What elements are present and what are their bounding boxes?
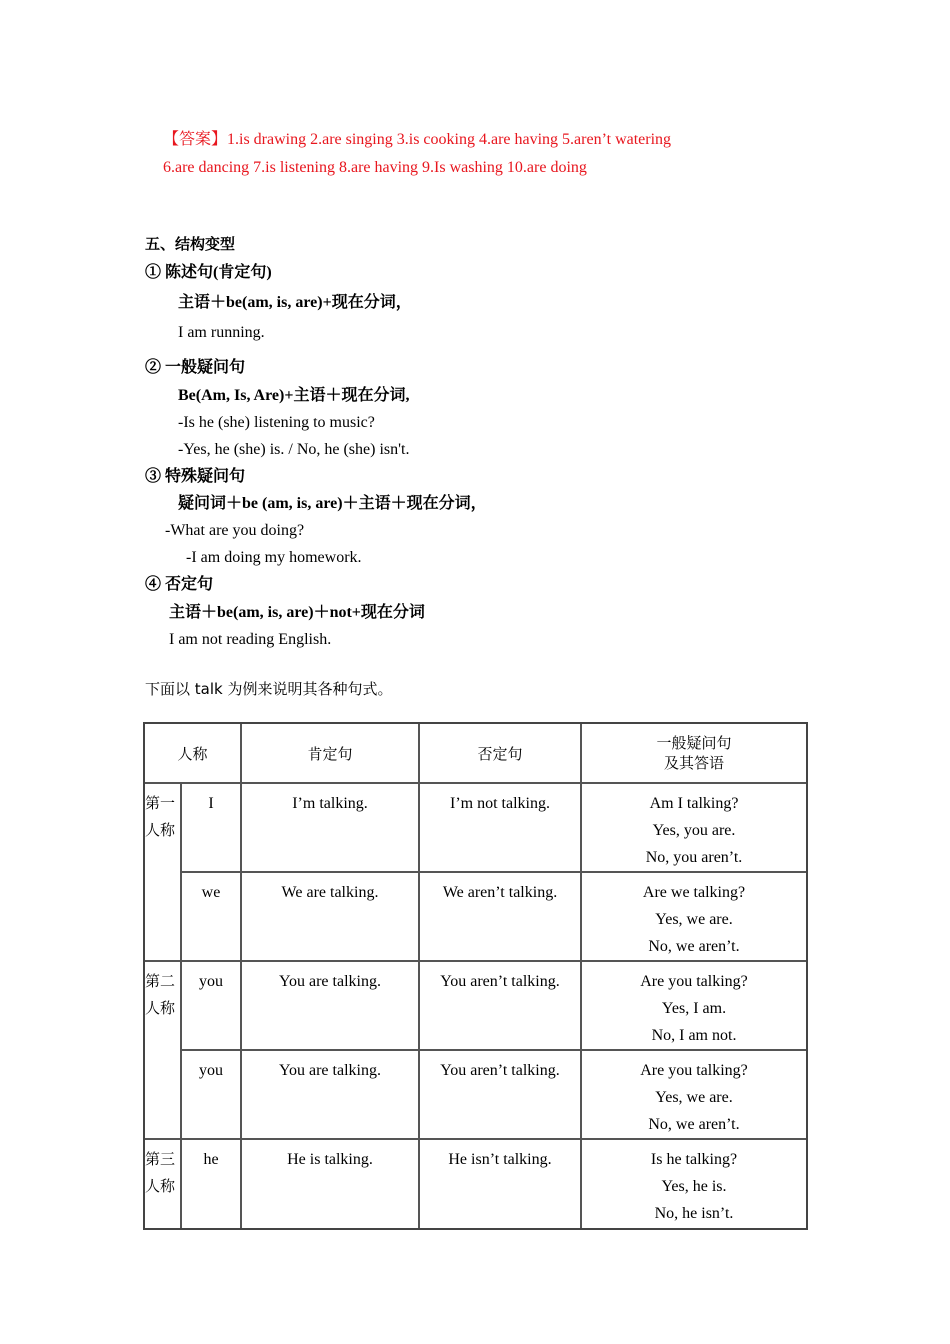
question-cell	[582, 962, 806, 1049]
question-cell	[582, 784, 806, 871]
section-2-example-2: -Yes, he (she) is. / No, he (she) isn't.	[178, 441, 410, 458]
table-row	[145, 962, 806, 1051]
answer-no: No, we aren’t.	[648, 1116, 740, 1133]
person-group-label-1: 第二	[145, 972, 176, 990]
pronoun-cell: we	[201, 884, 221, 901]
section-3-title: ③ 特殊疑问句	[145, 468, 246, 485]
section-3-rule: 疑问词＋be (am, is, are)＋主语＋现在分词，	[178, 495, 487, 512]
person-group-second	[145, 962, 182, 1140]
negative-cell: We aren’t talking.	[442, 884, 558, 901]
negative-cell: You aren’t talking.	[440, 1062, 560, 1079]
answer-no: No, he isn’t.	[654, 1205, 734, 1222]
question-text: Are we talking?	[642, 884, 746, 901]
question-cell	[582, 873, 806, 960]
section-2-title: ② 一般疑问句	[145, 359, 246, 376]
affirmative-cell: I’m talking.	[292, 795, 368, 812]
question-text: Is he talking?	[650, 1151, 738, 1168]
answer-yes: Yes, you are.	[652, 822, 736, 839]
pronoun-cell: you	[199, 973, 223, 990]
header-negative: 否定句	[420, 724, 582, 784]
affirmative-cell: You are talking.	[279, 973, 381, 990]
section-4-example: I am not reading English.	[169, 631, 332, 648]
table-intro: 下面以 talk 为例来说明其各种句式。	[145, 680, 393, 698]
person-group-third	[145, 1140, 182, 1228]
question-cell	[582, 1140, 806, 1227]
answer-no: No, I am not.	[651, 1027, 737, 1044]
header-question-line-2: 及其答语	[663, 754, 724, 772]
affirmative-cell: You are talking.	[279, 1062, 381, 1079]
answer-line-1: 【答案】1.is drawing 2.are singing 3.is cooking 4.are having 5.aren’t watering	[163, 131, 672, 148]
section-3-example-1: -What are you doing?	[165, 522, 305, 539]
pronoun-cell: he	[203, 1151, 219, 1168]
header-person: 人称	[145, 724, 242, 784]
header-question	[582, 724, 806, 784]
table-row	[145, 1051, 806, 1140]
answer-yes: Yes, we are.	[655, 1089, 733, 1106]
affirmative-cell: We are talking.	[281, 884, 379, 901]
question-cell	[582, 1051, 806, 1138]
negative-cell: I’m not talking.	[450, 795, 550, 812]
answer-yes: Yes, we are.	[655, 911, 733, 928]
question-text: Are you talking?	[640, 973, 748, 990]
header-affirmative: 肯定句	[242, 724, 420, 784]
table-header-row	[145, 724, 806, 784]
pronoun-cell: I	[208, 795, 214, 812]
table-row	[145, 873, 806, 962]
answer-yes: Yes, I am.	[661, 1000, 727, 1017]
person-group-label-2: 人称	[145, 821, 176, 839]
section-3-example-2: -I am doing my homework.	[186, 549, 362, 566]
person-group-label-2: 人称	[145, 999, 176, 1017]
talk-sentence-table	[143, 722, 808, 1230]
negative-cell: He isn’t talking.	[448, 1151, 552, 1168]
section-4-title: ④ 否定句	[145, 576, 214, 593]
section-1-title: ① 陈述句(肯定句)	[145, 264, 272, 281]
section-2-rule: Be(Am, Is, Are)+主语＋现在分词,	[178, 387, 410, 404]
person-group-label-1: 第一	[145, 794, 176, 812]
pronoun-cell: you	[199, 1062, 223, 1079]
section-1-example: I am running.	[178, 324, 265, 341]
question-text: Are you talking?	[640, 1062, 748, 1079]
answer-no: No, we aren’t.	[648, 938, 740, 955]
answer-line-2: 6.are dancing 7.is listening 8.are having 9.Is washing 10.are doing	[163, 159, 587, 176]
affirmative-cell: He is talking.	[287, 1151, 373, 1168]
table-row	[145, 1140, 806, 1228]
negative-cell: You aren’t talking.	[440, 973, 560, 990]
header-question-line-1: 一般疑问句	[656, 734, 732, 752]
section-2-example-1: -Is he (she) listening to music?	[178, 414, 375, 431]
section-1-rule: 主语＋be(am, is, are)+现在分词，	[178, 294, 412, 311]
question-text: Am I talking?	[649, 795, 739, 812]
answer-no: No, you aren’t.	[645, 849, 743, 866]
person-group-label-1: 第三	[145, 1150, 176, 1168]
table-row	[145, 784, 806, 873]
person-group-label-2: 人称	[145, 1177, 176, 1195]
section-4-rule: 主语＋be(am, is, are)＋not+现在分词	[169, 604, 425, 621]
person-group-first	[145, 784, 182, 962]
section-title: 五、结构变型	[145, 235, 236, 253]
answer-yes: Yes, he is.	[661, 1178, 727, 1195]
